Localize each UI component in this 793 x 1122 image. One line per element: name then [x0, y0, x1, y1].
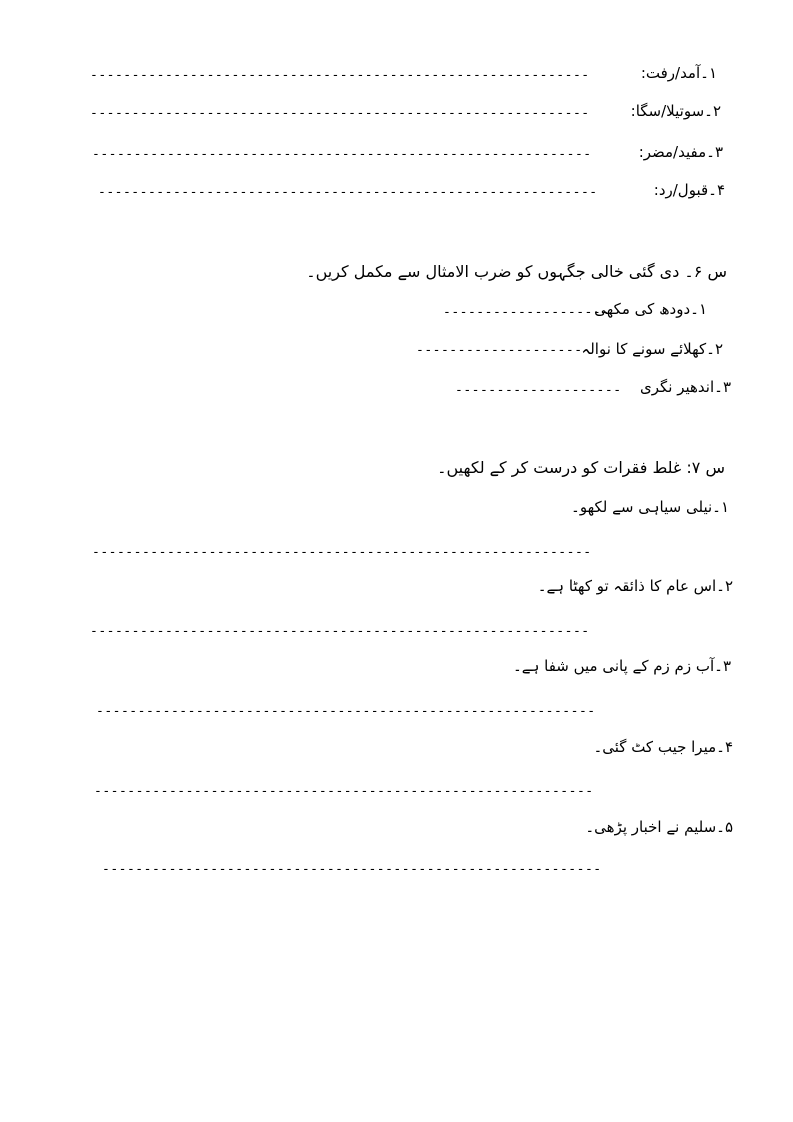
q7-item-3	[513, 656, 731, 676]
antonym-label-1-text: ۱۔آمد/رفت:	[640, 64, 717, 82]
q6-item-3	[640, 377, 731, 397]
q7-item-5-text: ۵۔سلیم نے اخبار پڑھی۔	[585, 818, 733, 836]
q6-heading-text: س ۶۔ دی گئی خالی جگہوں کو ضرب الامثال سے مکمل کریں۔	[306, 262, 727, 281]
q7-item-4-text: ۴۔میرا جیب کٹ گئی۔	[593, 738, 733, 756]
q6-heading	[306, 262, 727, 282]
q6-item-1-text: ۱۔دودھ کی مکھی	[594, 300, 707, 318]
antonym-label-4	[654, 180, 725, 200]
q6-answer-line-2[interactable]: --------------------	[416, 343, 583, 358]
q7-item-5	[585, 817, 733, 837]
q6-answer-line-3[interactable]: --------------------	[455, 383, 622, 398]
antonym-answer-line-4[interactable]: ------------------------------------------------------------	[98, 185, 598, 200]
q7-item-3-text: ۳۔آب زم زم کے پانی میں شفا ہے۔	[512, 657, 731, 675]
q7-heading-text: س ۷: غلط فقرات کو درست کر کے لکھیں۔	[437, 458, 725, 477]
q7-heading	[437, 458, 725, 478]
q7-answer-line-3[interactable]: ------------------------------------------------------------	[96, 704, 596, 719]
q7-item-2-text: ۲۔اس عام کا ذائقہ تو کھٹا ہے۔	[537, 577, 733, 595]
q6-item-3-text: ۳۔اندھیر نگری	[639, 378, 731, 396]
q7-item-2	[538, 576, 733, 596]
antonym-answer-line-2[interactable]: ------------------------------------------------------------	[90, 106, 590, 121]
q6-answer-line-1[interactable]: --------------------	[443, 305, 610, 320]
q7-answer-line-5[interactable]: ------------------------------------------------------------	[102, 862, 602, 877]
q7-item-1-text: ۱۔نیلی سیاہی سے لکھو۔	[571, 498, 729, 516]
antonym-answer-line-1[interactable]: ------------------------------------------------------------	[90, 68, 590, 83]
antonym-label-3	[639, 142, 723, 162]
q6-item-2	[581, 339, 723, 359]
antonym-label-2	[631, 101, 721, 121]
q7-answer-line-1[interactable]: ------------------------------------------------------------	[92, 545, 592, 560]
antonym-label-4-text: ۴۔قبول/رد:	[653, 181, 725, 199]
q7-answer-line-2[interactable]: ------------------------------------------------------------	[90, 624, 590, 639]
antonym-label-1	[641, 63, 717, 83]
q7-item-4	[593, 737, 733, 757]
q7-item-1	[571, 497, 729, 517]
q6-item-2-text: ۲۔کھلائے سونے کا نوالہ	[581, 340, 723, 358]
antonym-answer-line-3[interactable]: ------------------------------------------------------------	[92, 147, 592, 162]
q7-answer-line-4[interactable]: ------------------------------------------------------------	[94, 784, 594, 799]
antonym-label-2-text: ۲۔سوتیلا/سگا:	[630, 102, 721, 120]
antonym-label-3-text: ۳۔مفید/مضر:	[638, 143, 723, 161]
